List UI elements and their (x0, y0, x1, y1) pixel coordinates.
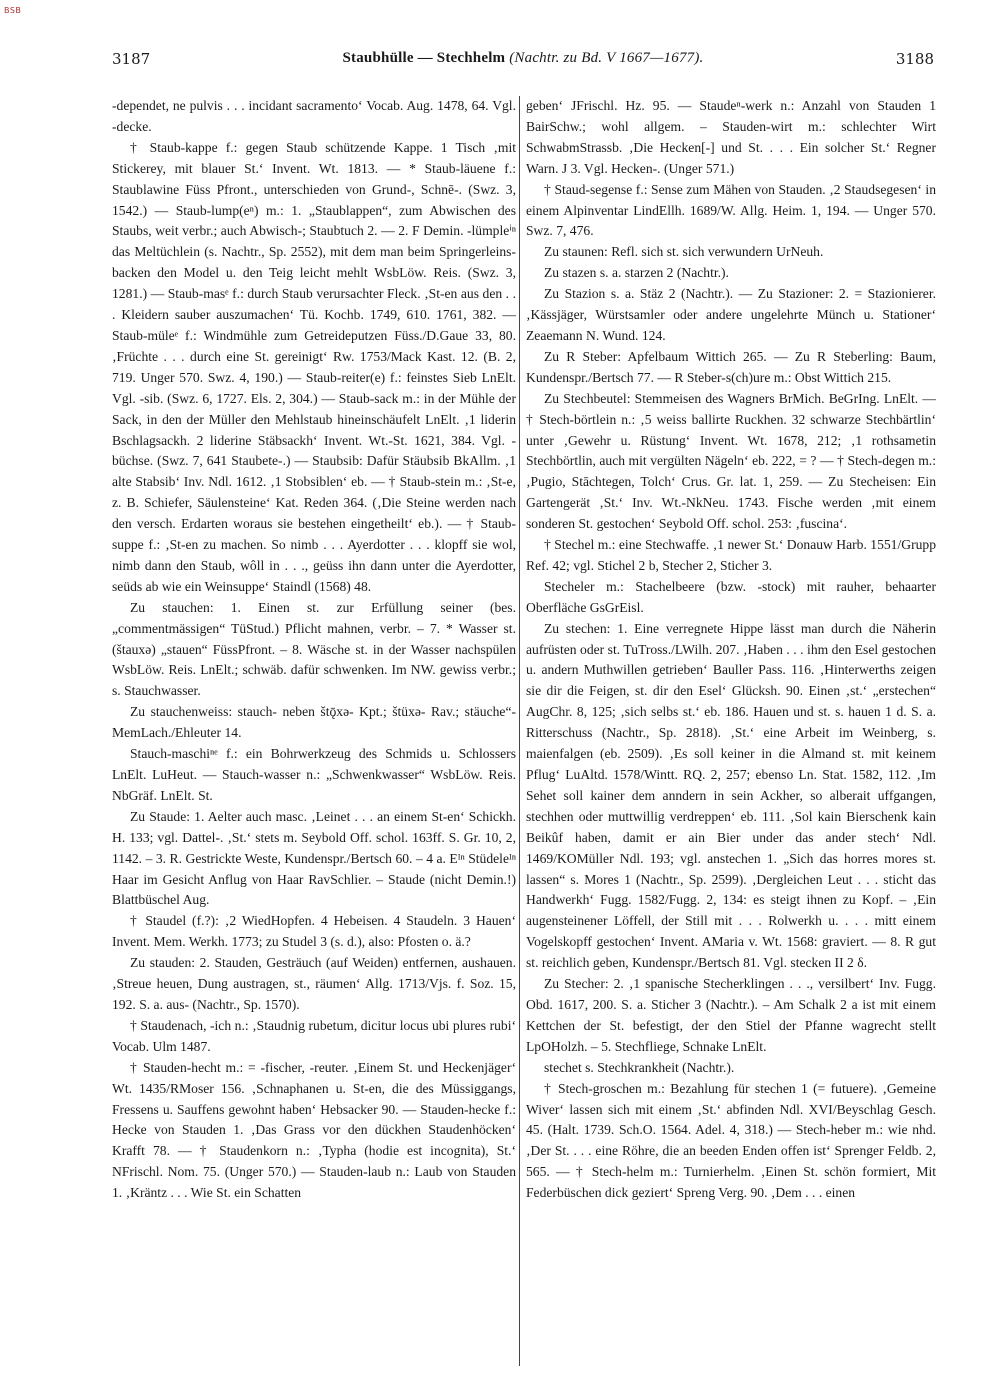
right-paragraph: geben‘ JFrischl. Hz. 95. — Staudeⁿ-werk n.: Anzahl von Stauden 1 BairSchw.; wohl allgem. – Stauden-wirt m.: schlechter Wirt SchwabmStrassb. ‚Die Hecken[-] und St. . . . Ein solcher St.‘ Regner Warn. J 3. Vgl. Hecken-. (Unger 571.) (526, 98, 936, 176)
right-column (526, 96, 936, 1204)
right-paragraph: † Stech-groschen m.: Bezahlung für stechen 1 (= futuere). ‚Gemeine Wiver‘ lassen sich mit einem ‚St.‘ abfinden Ndl. XVI/Beyschlag Gesch. 45. (Halt. 1739. Sch.O. 1564. Adel. 4, 318.) — Stech-heber m.: wie nhd. ‚Der St. . . . eine Röhre, die an beeden Enden offen ist‘ Sprenger Feldb. 2, 565. — † Stech-helm m.: Turnierhelm. ‚Einen St. schön formiert, Mit Federbüschen dick geziert‘ Spreng Verg. 90. ‚Dem . . . einen (526, 1080, 936, 1201)
left-paragraph: † Staudenach, -ich n.: ‚Staudnig rubetum, dicitur locus ubi plures rubi‘ Vocab. Ulm 1487. (112, 1017, 516, 1054)
left-paragraph: † Staudel (f.?): ‚2 WiedHopfen. 4 Hebeisen. 4 Staudeln. 3 Hauen‘ Invent. Mem. Werkh. 1773; zu Studel 3 (s. d.), also: Pfosten o. ä.? (112, 913, 516, 950)
running-title-subtitle: (Nachtr. zu Bd. V 1667—1677). (509, 50, 704, 66)
right-paragraph: Zu Stecher: 2. ‚1 spanische Stecherklingen . . ., versilbert‘ Inv. Fugg. Obd. 1617, 200. S. a. Sticher 3 (Nachtr.). – Am Schalk 2 a ist mit einem Kettchen der St. befestigt, der den Stiel der Pfanne wagrecht stellt LpOHolzh. – 5. Stechfliege, Schnake LnElt. (526, 976, 936, 1054)
running-title (112, 50, 934, 67)
left-paragraph: † Staub-kappe f.: gegen Staub schützende Kappe. 1 Tisch ‚mit Stickerey, mit blauer St.‘ Invent. Wt. 1813. — * Staub-läuene f.: Staublawine Füss Pfront., unterschieden von Grund-, Schnē-. (Swz. 3, 1542.) — Staub-lump(eⁿ) m.: 1. „Staublappen“, zum Abwischen des Staubs, weit verbr.; auch Abwisch-; Staubtuch 2. — 2. F Demin. -lümpleⁱⁿ das Meltüchlein (s. Nachtr., Sp. 2552), mit dem man beim Springerleins-backen den Model u. den Teig leicht mehlt WsbLöw. Reis. (Swz. 3, 1281.) — Staub-masᵉ f.: durch Staub verursachter Fleck. ‚St-en aus den . . . Kleidern sauber auszumachen‘ Tü. Kochb. 1749, 610. 1761, 382. — Staub-müleᵉ f.: Windmühle zum Getreideputzen Füss./D.Gaue 33, 80. ‚Früchte . . . durch eine St. gereinigt‘ Rw. 1753/Mack Kast. 12. (B. 2, 719. Unger 570. Swz. 4, 190.) — Staub-reiter(e) f.: feinstes Sieb LnElt. Vgl. -sib. (Swz. 6, 1727. Els. 2, 304.) — Staub-sack m.: in der Mühle der Sack, in den der Müller den Mehlstaub hineinschäufelt LnElt. ‚1 liderin Bschlagsackh. 2 liderine Stäbsackh‘ Invent. Wt.-St. 1621, 384. Vgl. -büchse. (Swz. 7, 641 Staubete-.) — Staubsib: Dafür Stäubsib BkAllm. ‚1 alte Stabsib‘ Inv. Ndl. 1612. ‚1 Stobsiblen‘ eb. — † Staub-stein m.: ‚St-e, z. B. Schiefer, Säulensteine‘ Kat. Reden 364. (‚Die Steine werden nach den versch. Erdarten woraus sie bestehen eingetheilt‘ eb.). — † Staub-suppe f.: ‚St-en zu machen. So nimb . . . Ayerdotter . . . klopff sie wol, nimb dann den Staub, wôll in . . ., geüss ihn dann unter die Ayerdotter, seüds ab wie ein Weinsuppe‘ Staindl (1568) 48. (112, 139, 516, 594)
right-paragraph: † Stechel m.: eine Stechwaffe. ‚1 newer St.‘ Donauw Harb. 1551/Grupp Ref. 42; vgl. Stichel 2 b, Stecher 2, Sticher 3. (526, 537, 936, 573)
running-title-main: Staubhülle — Stechhelm (342, 50, 506, 66)
right-paragraph: Stecheler m.: Stachelbeere (bzw. -stock) mit rauher, behaarter Oberfläche GsGrEisl. (526, 578, 936, 615)
left-paragraph: † Stauden-hecht m.: = -fischer, -reuter. ‚Einem St. und Heckenjäger‘ Wt. 1435/RMoser 156. ‚Schnaphanen u. St-en, die des Müssiggangs, Fressens u. Sauffens gewohnt haben‘ Hebsacker 90. — Stauden-hecke f.: Hecke von Stauden 1. ‚Das Grass vor den dückhen Staudenhöcken‘ Krafft 78. — † Staudenkorn n.: ‚Typha (hodie est incognita), St.‘ NFrischl. Nom. 75. (Unger 570.) — Stauden-laub n.: Laub von Stauden 1. ‚Kräntz . . . Wie St. ein Schatten (112, 1059, 516, 1201)
left-paragraph: Zu stauchen: 1. Einen st. zur Erfüllung seiner (bes. „commentmässigen“ TüStud.) Pflicht mahnen, verbr. – 7. * Wasser st. (štauxə) „stauen“ FüssPfront. – 8. Wäsche st. in der Wasser nachspülen WsbLöw. Reis. LnElt.; schwäb. dafür schwenken. Im NW. gewiss verbr.; s. Stauchwasser. (112, 599, 516, 699)
library-stamp: BSB (4, 6, 22, 15)
right-paragraph: † Staud-segense f.: Sense zum Mähen von Stauden. ‚2 Staudsegesen‘ in einem Alpinventar LindEllh. 1689/W. Allg. Heim. 1, 194. — Unger 570. Swz. 7, 476. (526, 181, 936, 239)
page-header (112, 50, 934, 78)
page-number-left: 3187 (112, 50, 151, 68)
column-divider (519, 96, 520, 1366)
right-paragraph: Zu R Steber: Apfelbaum Wittich 265. — Zu R Steberling: Baum, Kundenspr./Bertsch 77. — R Steber-s(ch)ure m.: Obst Wittich 215. (526, 348, 936, 385)
left-column (112, 96, 516, 1204)
right-paragraph: Zu staunen: Refl. sich st. sich verwundern UrNeuh. (544, 244, 824, 260)
right-paragraph: stechet s. Stechkrankheit (Nachtr.). (544, 1059, 735, 1075)
left-paragraph: Zu stauden: 2. Stauden, Gesträuch (auf Weiden) entfernen, aushauen. ‚Streue heuen, Dung austragen, st., räumen‘ Allg. 1713/Vjs. f. Soz. 15, 192. S. a. aus- (Nachtr., Sp. 1570). (112, 955, 516, 1012)
left-paragraph: Zu stauchenweiss: stauch- neben štǭxə- Kpt.; štüxə- Rav.; stäuche“- MemLach./Ehleuter 14. (112, 704, 516, 741)
left-paragraph: -dependet, ne pulvis . . . incidant sacramento‘ Vocab. Aug. 1478, 64. Vgl. -decke. (112, 98, 516, 134)
right-paragraph: Zu Stechbeutel: Stemmeisen des Wagners BrMich. BeGrIng. LnElt. — † Stech-börtlein n.: ‚5 weiss ballirte Ruckhen. 32 schwarze Stechbärtlin‘ unter ‚Gewehr u. Rüstung‘ Invent. Wt. 1678, 212; ‚1 rothsametin Stechbörtlin, auch mit vergülten Nägeln‘ eb. 222, = ? — † Stech-degen m.: ‚Pugio, Stāchtegen, Tolch‘ Crus. Gr. lat. 1, 259. — Zu Stecheisen: Ein Gartengerät ‚St.‘ Inv. Wt.-NkNeu. 1743. Fische werden ‚mit einem sonderen St. gestochen‘ Seybold Off. schol. 253: ‚fuscina‘. (526, 390, 936, 532)
right-paragraph: Zu stechen: 1. Eine verregnete Hippe lässt man durch die Näherin aufrüsten oder st. TuTross./LWilh. 207. ‚Haben . . . ihm den Esel gestochen u. andern Muthwillen getrieben‘ Bauller Pass. 116. ‚Hinterwerths zeigen sie dir die Feigen, st. dir den Esel‘ Glücksh. 90. Einen ‚st.‘ „erstechen“ AugChr. 8, 125; ‚sich selbs st.‘ eb. 186. Hauen und st. s. hauen 1 d. S. a. Ritterschuss (Nachtr., Sp. 2818). ‚St.‘ eine Arbeit im Weinberg, s. maienfalgen (eb. 2509). ‚Es soll keiner in die Almand st. mit keinem Pflug‘ LuAltd. 1578/Wintt. RQ. 2, 257; ebenso Ln. Stat. 1582, 112. ‚Im Sehet soll kainer dem anndern in sein Ackher, so alberait uffgangen, stechhen oder muttwillig verdreppen‘ eb. 111. ‚Sol kain Bierschenk kain Beikûf haben, damit er ain Bier under das ander stech‘ Ndl. 1469/KOMüller Ndl. 193; vgl. anstechen 1. „Sich das horres mores st. lassen“ s. Mores 1 (Nachtr., Sp. 2599). ‚Dergleichen Leut . . . sticht das Handwerkh‘ Fugg. 1582/Fugg. 2, 134: es steigt ihnen zu Kopf. – ‚Ein augensteinener Löffell, der Still mit . . . Rolwerkh u. . . . mitt einem Vogelskopff gestochen‘ Invent. AMaria v. Wt. 1568: graviert. — 8. R gut st. reichlich geben, Kundenspr./Bertsch 81. Vgl. stecken II 2 δ. (526, 620, 936, 971)
right-paragraph: Zu Stazion s. a. Stäz 2 (Nachtr.). — Zu Stazioner: 2. = Stazionierer. ‚Kässjäger, Würstsamler oder andere ungelehrte Münch u. Stationer‘ Zeaemann N. Wund. 124. (526, 286, 936, 343)
right-paragraph: Zu stazen s. a. starzen 2 (Nachtr.). (544, 265, 729, 281)
left-paragraph: Zu Staude: 1. Aelter auch masc. ‚Leinet . . . an einem St-en‘ Schickh. H. 133; vgl. Dattel-. ‚St.‘ stets m. Seybold Off. schol. 163ff. S. Gr. 10, 2, 1142. – 3. R. Gestrickte Weste, Kundenspr./Bertsch 60. – 4 a. Eᴵⁿ Stüdeleᴵⁿ Haar im Gesicht Anflug von Haar RavSchlier. – Staude (nicht Demin.!) Blattbüschel Aug. (112, 808, 516, 908)
left-paragraph: Stauch-maschiⁿᵉ f.: ein Bohrwerkzeug des Schmids u. Schlossers LnElt. LuHeut. — Stauch-wasser n.: „Schwenkwasser“ WsbLöw. Reis. NbGräf. LnElt. St. (112, 746, 516, 803)
page-number-right: 3188 (895, 50, 934, 68)
